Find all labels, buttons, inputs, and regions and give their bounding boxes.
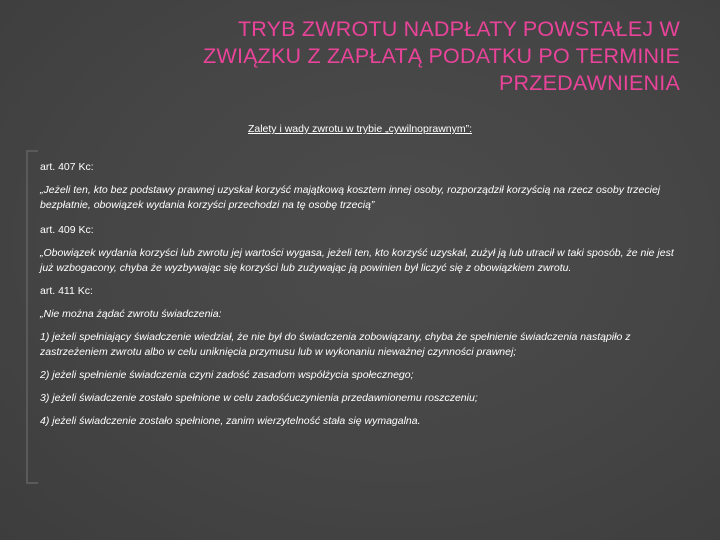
article-text: „Jeżeli ten, kto bez podstawy prawnej uzyskał korzyść majątkową kosztem innej osoby, rozporządził korzyścią na rzecz osoby trzeciej bezpłatnie, obowiązek wydania korzyści przechodzi na tę osobę trzecią”: [40, 184, 661, 211]
slide-content: [40, 160, 680, 437]
article-colon: :: [90, 285, 93, 297]
article-heading: [40, 160, 680, 175]
article-label: art. 407 Kc: [40, 161, 91, 173]
title-line: ZWIĄZKU Z ZAPŁATĄ PODATKU PO TERMINIE: [203, 44, 680, 68]
article-text: „Nie można żądać zwrotu świadczenia:: [40, 308, 222, 320]
decorative-bracket: [26, 150, 38, 484]
slide-title: [60, 16, 680, 97]
article-heading: [40, 223, 680, 238]
article-heading: [40, 284, 680, 299]
title-line: TRYB ZWROTU NADPŁATY POWSTAŁEJ W: [237, 17, 680, 41]
title-line: PRZEDAWNIENIA: [499, 71, 680, 95]
article-label: art. 409 Kc: [40, 224, 91, 236]
article-colon: :: [90, 161, 94, 173]
article-text: 3) jeżeli świadczenie zostało spełnione w celu zadośćuczynienia przedawnionemu roszczeniu;: [40, 392, 478, 404]
slide-subtitle: Zalety i wady zwrotu w trybie „cywilnoprawnym”:: [247, 123, 473, 135]
article-text: 2) jeżeli spełnienie świadczenia czyni zadość zasadom współżycia społecznego;: [40, 369, 414, 381]
article-text: 1) jeżeli spełniający świadczenie wiedział, że nie był do świadczenia zobowiązany, chyba że spełnienie świadczenia nastąpiło z zastrzeżeniem zwrotu albo w celu uniknięcia przymusu lub w wykonaniu nieważnej czynności prawnej;: [40, 331, 631, 358]
article-text: „Obowiązek wydania korzyści lub zwrotu jej wartości wygasa, jeżeli ten, kto korzyść uzyskał, zużył ją lub utracił w taki sposób, że nie jest już wzbogacony, chyba że wyzbywając się korzyści lub zużywając ją powinien był liczyć się z obowiązkiem zwrotu.: [40, 247, 674, 274]
article-text: 4) jeżeli świadczenie zostało spełnione, zanim wierzytelność stała się wymagalna.: [40, 415, 421, 427]
article-colon: :: [90, 224, 94, 236]
article-label: art. 411 Kc: [40, 285, 90, 297]
